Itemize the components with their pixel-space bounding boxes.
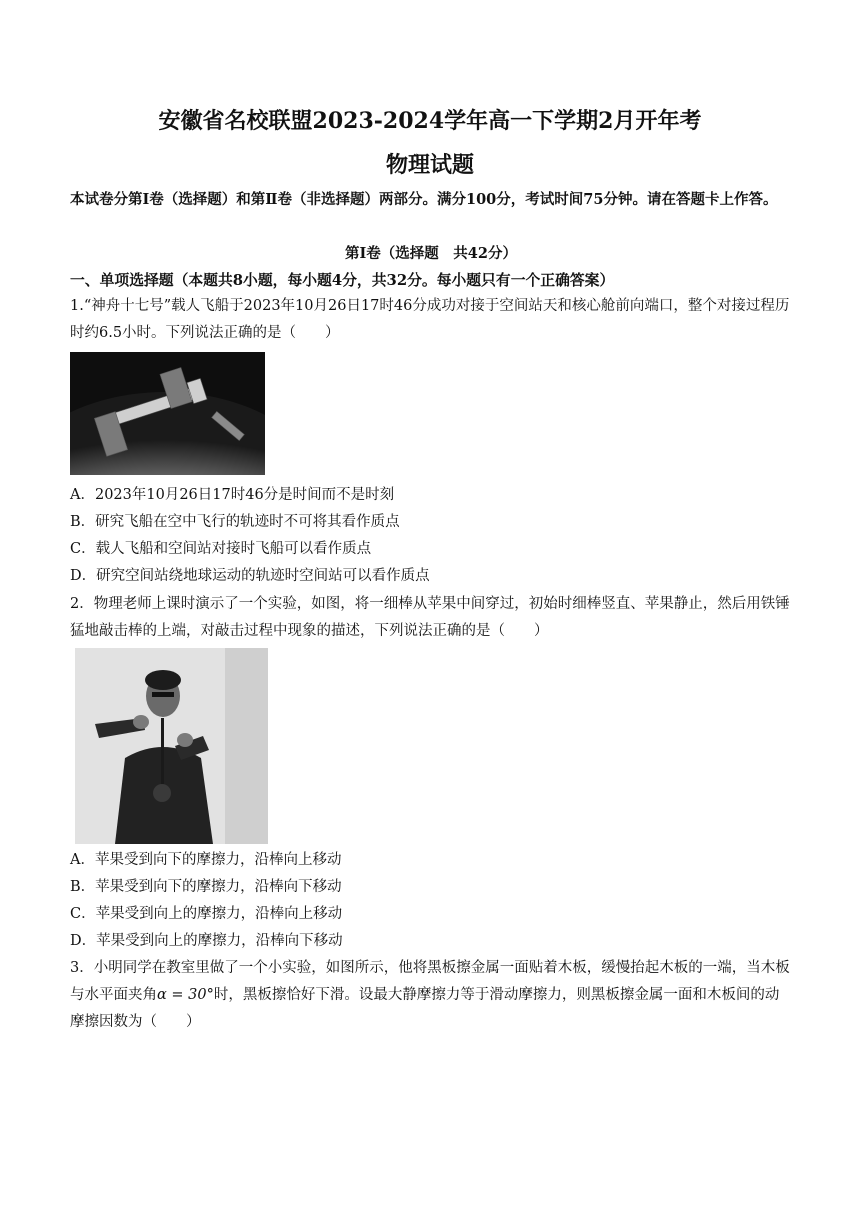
question-1-stem: 1.“神舟十七号”载人飞船于2023年10月26日17时46分成功对接于空间站天和核心舱前向端口，整个对接过程历时约6.5小时。下列说法正确的是（ ） xyxy=(70,298,790,341)
question-2-option-c: C．苹果受到向上的摩擦力，沿棒向上移动 xyxy=(70,906,343,922)
question-1-option-a: A．2023年10月26日17时46分是时间而不是时刻 xyxy=(70,487,395,503)
question-1-option-b: B．研究飞船在空中飞行的轨迹时不可将其看作质点 xyxy=(70,514,400,530)
part-heading: 第Ⅰ卷（选择题 共42分） xyxy=(345,245,517,262)
space-station-image xyxy=(70,352,265,475)
apple-experiment-photo xyxy=(75,648,268,844)
question-1-option-c: C．载人飞船和空间站对接时飞船可以看作质点 xyxy=(70,541,372,557)
exam-subtitle: 物理试题 xyxy=(385,152,474,178)
question-3-stem xyxy=(70,955,792,1036)
question-2-stem: 2．物理老师上课时演示了一个实验，如图，将一细棒从苹果中间穿过，初始时细棒竖直、苹果静止，然后用铁锤猛地敲击棒的上端，对敲击过程中现象的描述，下列说法正确的是（ ） xyxy=(70,596,790,639)
space-station-illustration xyxy=(70,352,265,475)
question-3-stem-part-1: 3．小明同学在教室里做了一个小实验，如图所示，他将黑板擦金属一面贴着木板，缓慢抬起木板的一端，当木板与水平面夹角 xyxy=(70,960,790,1003)
section-heading: 一、单项选择题（本题共8小题，每小题4分，共32分。每小题只有一个正确答案） xyxy=(70,272,615,289)
question-2-option-a: A．苹果受到向下的摩擦力，沿棒向上移动 xyxy=(70,852,342,868)
exam-title: 安徽省名校联盟2023-2024学年高一下学期2月开年考 xyxy=(158,108,702,134)
question-2-option-b: B．苹果受到向下的摩擦力，沿棒向下移动 xyxy=(70,879,342,895)
teacher-apple-illustration xyxy=(75,648,268,844)
question-2-option-d: D．苹果受到向上的摩擦力，沿棒向下移动 xyxy=(70,933,343,949)
question-1-option-d: D．研究空间站绕地球运动的轨迹时空间站可以看作质点 xyxy=(70,568,430,584)
question-3-stem-part-2: 时，黑板擦恰好下滑。设最大静摩擦力等于滑动摩擦力，则黑板擦金属一面和木板间的动摩擦因数为（ ） xyxy=(70,987,780,1030)
angle-expression: α = 30° xyxy=(157,987,214,1003)
exam-instructions: 本试卷分第Ⅰ卷（选择题）和第Ⅱ卷（非选择题）两部分。满分100分，考试时间75分钟。请在答题卡上作答。 xyxy=(70,191,778,208)
